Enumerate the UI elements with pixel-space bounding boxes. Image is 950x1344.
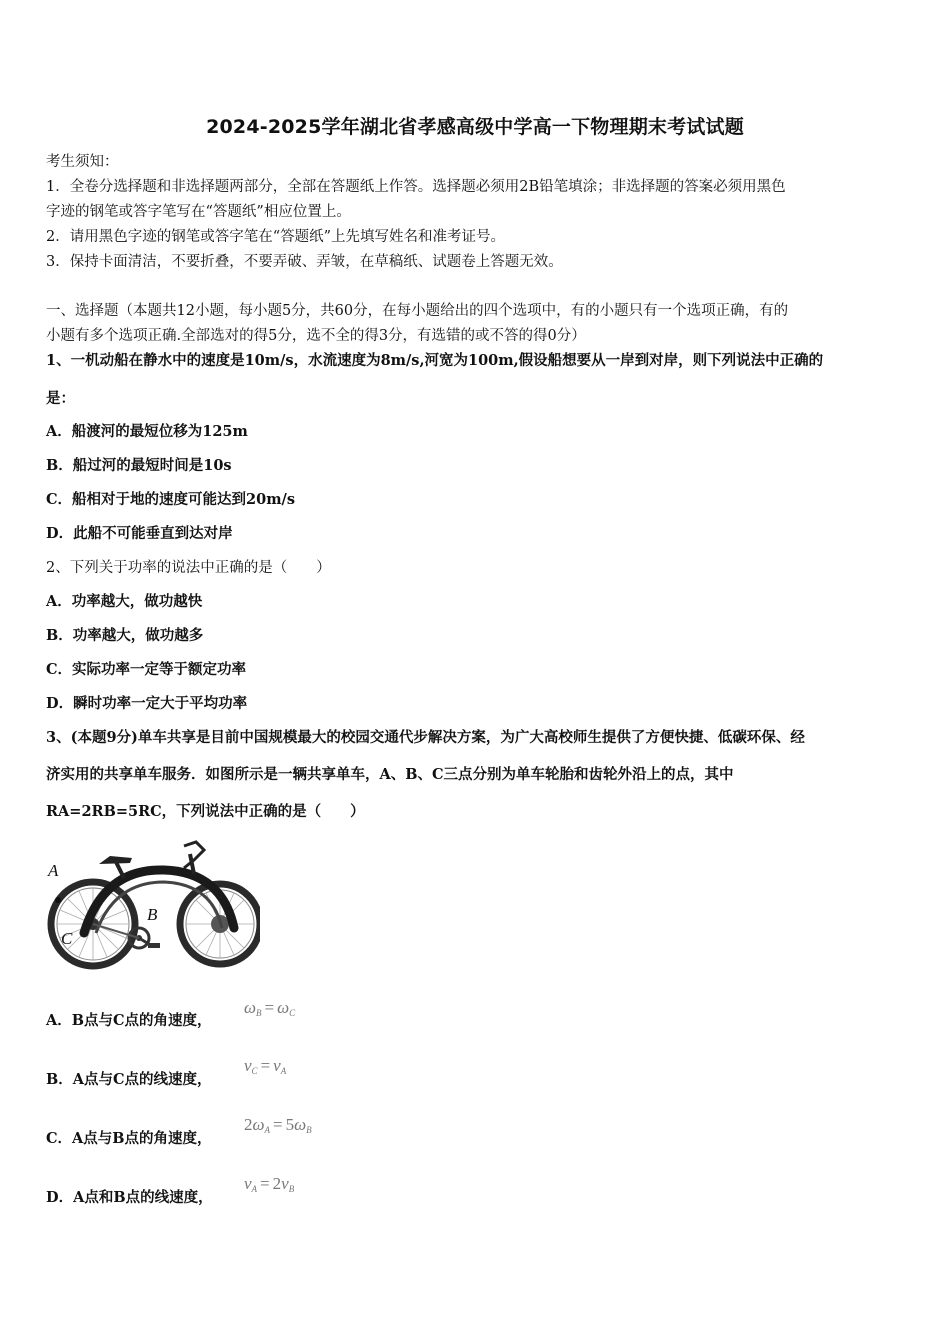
q3-option-d-formula: $v_A = 2v_B$ xyxy=(244,1174,295,1194)
label-c: C xyxy=(61,929,73,948)
q3-option-d: D．A点和B点的线速度， xyxy=(46,1189,213,1206)
notice-item-2: 2．请用黑色字迹的钢笔或答字笔在“答题纸”上先填写姓名和准考证号。 xyxy=(46,229,506,245)
q1-option-a: A．船渡河的最短位移为125m xyxy=(46,423,248,440)
q1-option-c: C．船相对于地的速度可能达到20m/s xyxy=(46,491,296,508)
q3-stem-line-2: 济实用的共享单车服务．如图所示是一辆共享单车，A、B、C三点分别为单车轮胎和齿轮外沿上的点，其中 xyxy=(46,766,734,783)
notice-item-1-line-1: 1．全卷分选择题和非选择题两部分，全部在答题纸上作答。选择题必须用2B铅笔填涂；非选择题的答案必须用黑色 xyxy=(46,179,786,195)
q2-option-a: A．功率越大，做功越快 xyxy=(46,593,203,610)
notice-item-3: 3．保持卡面清洁，不要折叠，不要弄破、弄皱，在草稿纸、试题卷上答题无效。 xyxy=(46,254,563,270)
q2-stem: 2、下列关于功率的说法中正确的是（ ） xyxy=(46,560,331,576)
label-b: B xyxy=(147,905,158,924)
q3-option-b: B．A点与C点的线速度， xyxy=(46,1071,212,1088)
exam-title: 2024-2025学年湖北省孝感高级中学高一下物理期末考试试题 xyxy=(206,116,744,138)
point-a-marker xyxy=(55,897,61,903)
section-instructions-line-1: 一、选择题（本题共12小题，每小题5分，共60分，在每小题给出的四个选项中，有的小题只有一个选项正确，有的 xyxy=(46,303,789,319)
section-instructions-line-2: 小题有多个选项正确.全部选对的得5分，选不全的得3分，有选错的或不答的得0分） xyxy=(46,328,586,344)
notice-item-1-line-2: 字迹的钢笔或答字笔写在“答题纸”相应位置上。 xyxy=(46,204,351,220)
notice-heading: 考生须知： xyxy=(46,154,119,170)
q3-option-c-formula: $2\omega_A = 5\omega_B$ xyxy=(244,1115,312,1135)
q3-option-b-formula: $v_C = v_A$ xyxy=(244,1056,287,1076)
q1-option-d: D．此船不可能垂直到达对岸 xyxy=(46,525,233,542)
label-a: A xyxy=(48,861,59,880)
q3-stem-line-3: RA=2RB=5RC，下列说法中正确的是（ ） xyxy=(46,803,365,820)
q2-option-d: D．瞬时功率一定大于平均功率 xyxy=(46,695,248,712)
q2-option-c: C．实际功率一定等于额定功率 xyxy=(46,661,247,678)
q3-stem-line-1: 3、(本题9分)单车共享是目前中国规模最大的校园交通代步解决方案，为广大高校师生提供了方便快捷、低碳环保、经 xyxy=(46,729,805,746)
q3-option-c: C．A点与B点的角速度， xyxy=(46,1130,212,1147)
pedal xyxy=(148,943,160,948)
q1-stem-line-1: 1、一机动船在静水中的速度是10m/s，水流速度为8m/s,河宽为100m,假设船想要从一岸到对岸，则下列说法中正确的 xyxy=(46,352,824,369)
q1-option-b: B．船过河的最短时间是10s xyxy=(46,457,232,474)
q3-option-a-formula: $\omega_B = \omega_C$ xyxy=(244,998,296,1018)
bicycle-figure xyxy=(44,838,260,972)
q3-option-a: A．B点与C点的角速度， xyxy=(46,1012,212,1029)
q2-option-b: B．功率越大，做功越多 xyxy=(46,627,204,644)
q1-stem-line-2: 是： xyxy=(46,390,75,407)
